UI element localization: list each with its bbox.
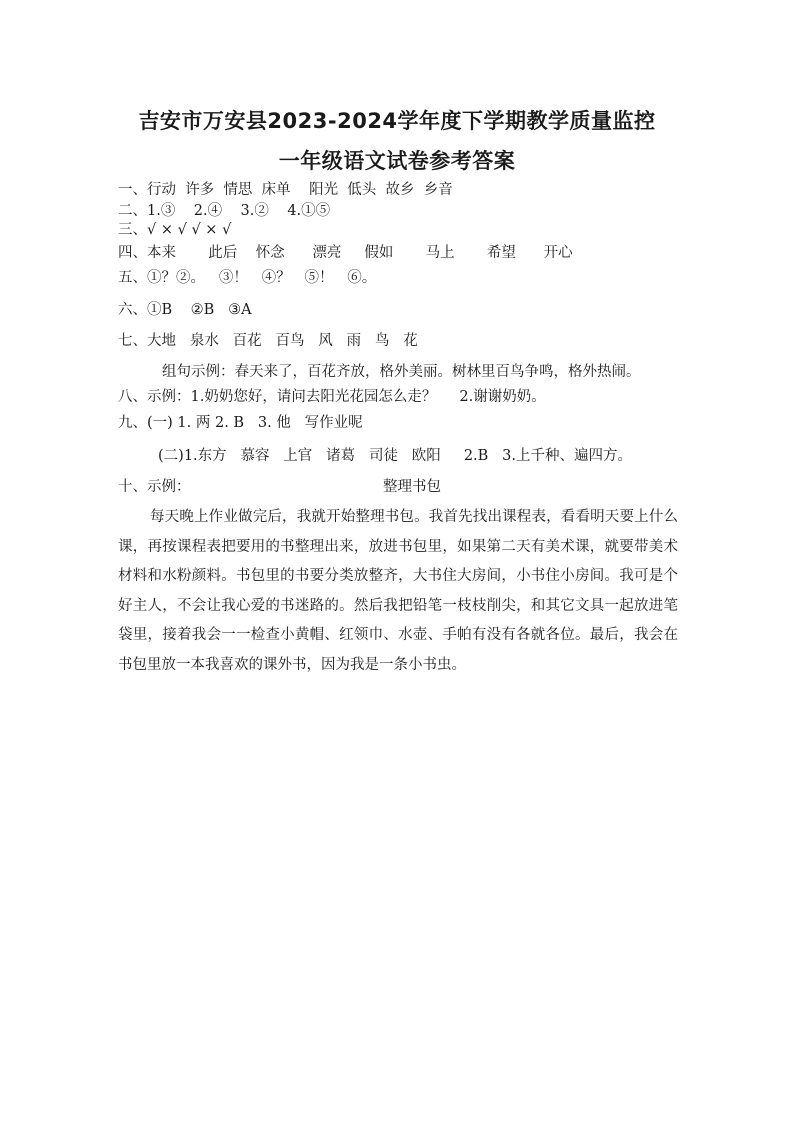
answer-q5: 五、①？②。 ③！ ④？ ⑤！ ⑥。 — [118, 270, 377, 286]
answer-q7: 七、大地 泉水 百花 百鸟 风 雨 鸟 花 — [118, 333, 418, 349]
answer-q9-part1: 九、(一) 1. 两 2. B 3. 他 写作业呢 — [118, 415, 363, 431]
answer-q2: 二、1.③ 2.④ 3.② 4.①⑤ — [118, 203, 331, 219]
essay-title: 整理书包 — [383, 479, 441, 495]
answer-q9-part2: (二)1.东方 慕容 上官 诸葛 司徒 欧阳 2.B 3.上千种、遍四方。 — [158, 448, 632, 464]
answer-q1: 一、行动 许多 情思 床单 阳光 低头 故乡 乡音 — [118, 182, 453, 198]
answer-q10-label: 十、示例： — [118, 479, 191, 495]
answer-q7-example: 组句示例：春天来了，百花齐放，格外美丽。树林里百鸟争鸣，格外热闹。 — [162, 364, 641, 380]
answer-q4: 四、本来 此后 怀念 漂亮 假如 马上 希望 开心 — [118, 245, 573, 261]
essay-paragraph: 每天晚上作业做完后，我就开始整理书包。我首先找出课程表，看看明天要上什么课，再按课程表把要用的书整理出来，放进书包里，如果第二天有美术课，就要带美术材料和水粉颜料。书包里的书要分类放整齐，大书住大房间，小书住小房间。我可是个好主人，不会让我心爱的书迷路的。然后我把铅笔一枝枝削尖，和其它文具一起放进笔袋里，接着我会一一检查小黄帽、红领巾、水壶、手帕有没有各就各位。最后，我会在书包里放一本我喜欢的课外书，因为我是一条小书虫。 — [118, 509, 678, 673]
document-title-line2: 一年级语文试卷参考答案 — [278, 149, 516, 173]
answer-q8: 八、示例：1.奶奶您好，请问去阳光花园怎么走？ 2.谢谢奶奶。 — [118, 389, 546, 405]
answer-q6: 六、①B ②B ③A — [118, 302, 252, 318]
answer-q3: 三、√ × √ √ × √ — [118, 222, 232, 238]
document-title-line1: 吉安市万安县2023-2024学年度下学期教学质量监控 — [138, 109, 656, 133]
